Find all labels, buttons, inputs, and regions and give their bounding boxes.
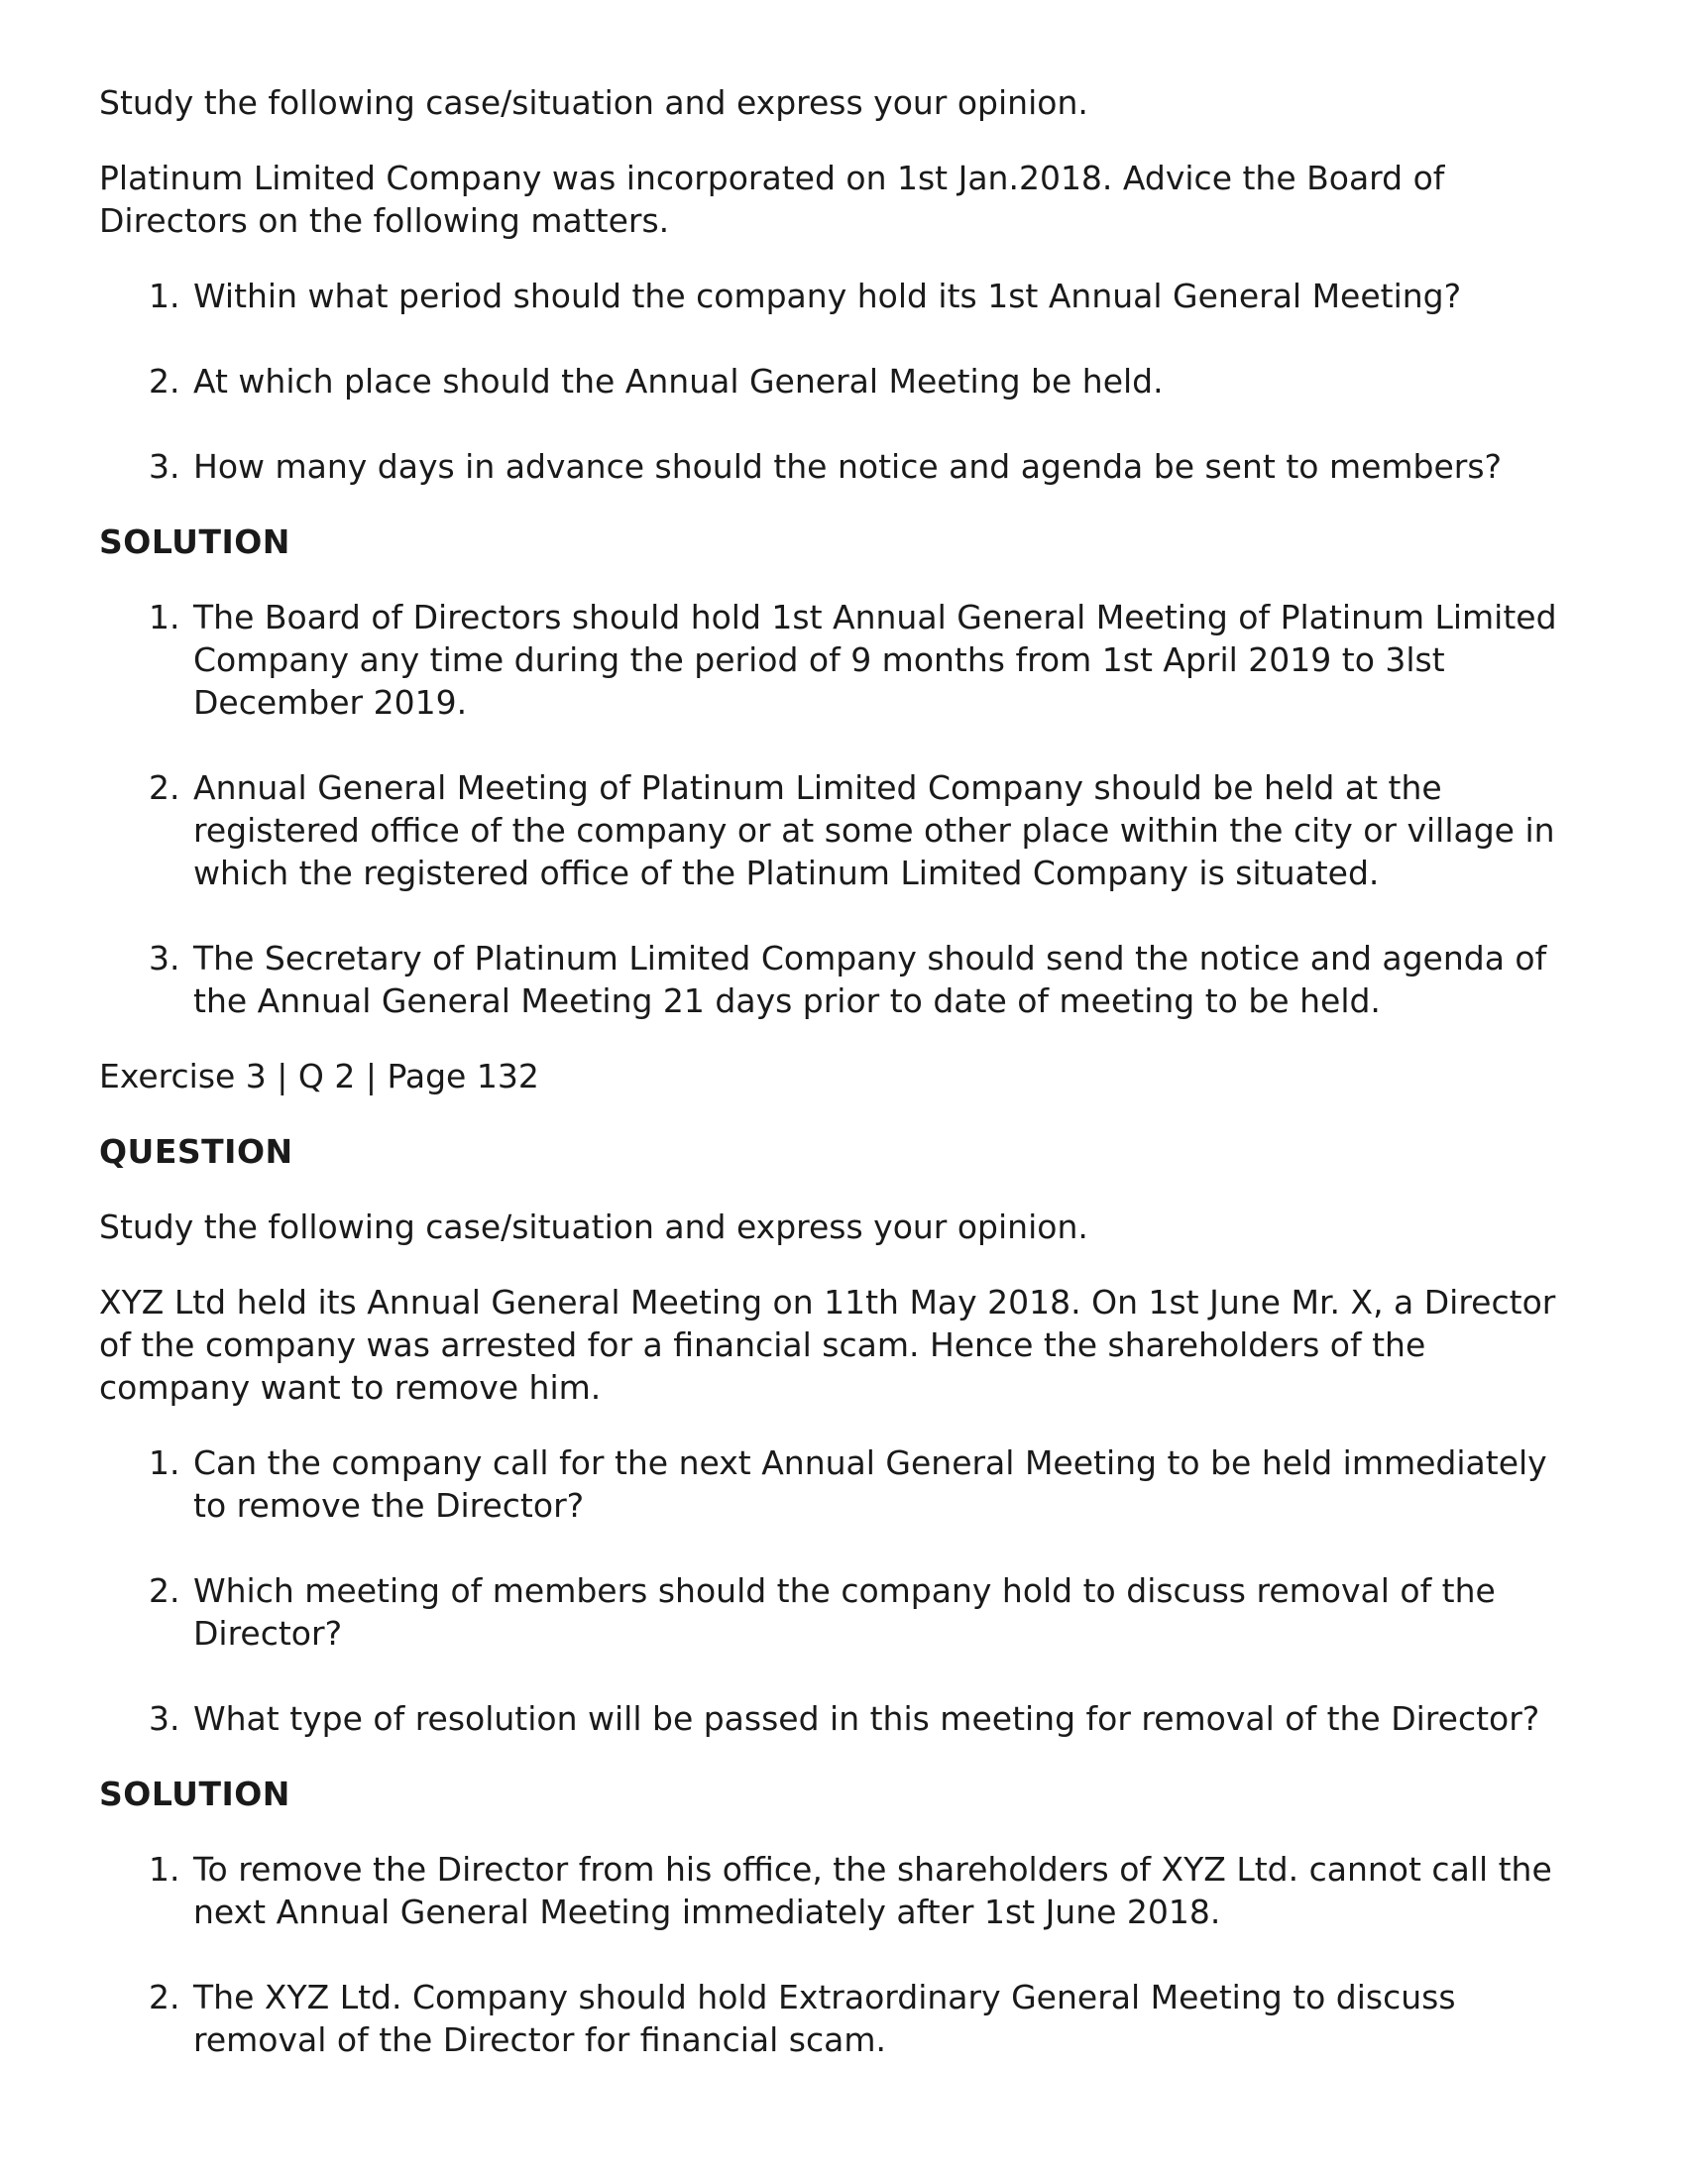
- case-description-2: XYZ Ltd held its Annual General Meeting on 11th May 2018. On 1st June Mr. X, a Director of the company was arrested for a financial scam. Hence the shareholders of the company want to remove him.: [99, 1283, 1556, 1407]
- list-item: [99, 1697, 1586, 1740]
- list-item: [99, 445, 1586, 488]
- list-item: [99, 1848, 1586, 1933]
- list-item: [99, 1569, 1586, 1655]
- list-item: [99, 360, 1586, 402]
- question-list-1: [99, 275, 1589, 488]
- list-item: [99, 766, 1586, 894]
- question-list-2: [99, 1441, 1589, 1740]
- list-item: [99, 1976, 1586, 2061]
- list-text: How many days in advance should the notice and agenda be sent to members?: [193, 447, 1503, 486]
- list-number: 2.: [149, 768, 180, 807]
- list-item: [99, 1441, 1586, 1527]
- exercise-reference: Exercise 3 | Q 2 | Page 132: [99, 1057, 539, 1095]
- list-text: What type of resolution will be passed in this meeting for removal of the Director?: [193, 1699, 1540, 1738]
- list-text: The XYZ Ltd. Company should hold Extraordinary General Meeting to discuss removal of the Director for financial scam.: [193, 1978, 1456, 2059]
- case-intro-1: Study the following case/situation and express your opinion.: [99, 83, 1088, 122]
- list-number: 2.: [149, 1978, 180, 2016]
- solution-heading-2: SOLUTION: [99, 1775, 290, 1813]
- list-text: The Board of Directors should hold 1st Annual General Meeting of Platinum Limited Company any time during the period of 9 months from 1st April 2019 to 3lst December 2019.: [193, 598, 1557, 722]
- list-number: 1.: [149, 1443, 180, 1482]
- list-number: 1.: [149, 1850, 180, 1889]
- list-text: At which place should the Annual General Meeting be held.: [193, 362, 1164, 401]
- list-text: Can the company call for the next Annual General Meeting to be held immediately to remove the Director?: [193, 1443, 1547, 1525]
- list-number: 1.: [149, 598, 180, 636]
- list-text: The Secretary of Platinum Limited Company should send the notice and agenda of the Annual General Meeting 21 days prior to date of meeting to be held.: [193, 939, 1547, 1020]
- solution-heading-1: SOLUTION: [99, 522, 290, 561]
- question-heading-2: QUESTION: [99, 1132, 293, 1171]
- list-item: [99, 596, 1586, 724]
- list-number: 2.: [149, 362, 180, 401]
- list-number: 2.: [149, 1571, 180, 1610]
- list-number: 3.: [149, 447, 180, 486]
- list-text: Which meeting of members should the company hold to discuss removal of the Director?: [193, 1571, 1496, 1653]
- list-text: Annual General Meeting of Platinum Limited Company should be held at the registered office of the company or at some other place within the city or village in which the registered office of the Platinum Limited Company is situated.: [193, 768, 1555, 892]
- case-description-1: Platinum Limited Company was incorporated on 1st Jan.2018. Advice the Board of Directors on the following matters.: [99, 159, 1445, 240]
- list-item: [99, 275, 1586, 317]
- case-intro-2: Study the following case/situation and express your opinion.: [99, 1207, 1088, 1246]
- list-item: [99, 937, 1586, 1022]
- list-text: Within what period should the company hold its 1st Annual General Meeting?: [193, 277, 1462, 315]
- list-number: 1.: [149, 277, 180, 315]
- list-number: 3.: [149, 1699, 180, 1738]
- solution-list-1: [99, 596, 1589, 1022]
- list-text: To remove the Director from his office, the shareholders of XYZ Ltd. cannot call the next Annual General Meeting immediately after 1st June 2018.: [193, 1850, 1552, 1931]
- list-number: 3.: [149, 939, 180, 977]
- solution-list-2: [99, 1848, 1589, 2061]
